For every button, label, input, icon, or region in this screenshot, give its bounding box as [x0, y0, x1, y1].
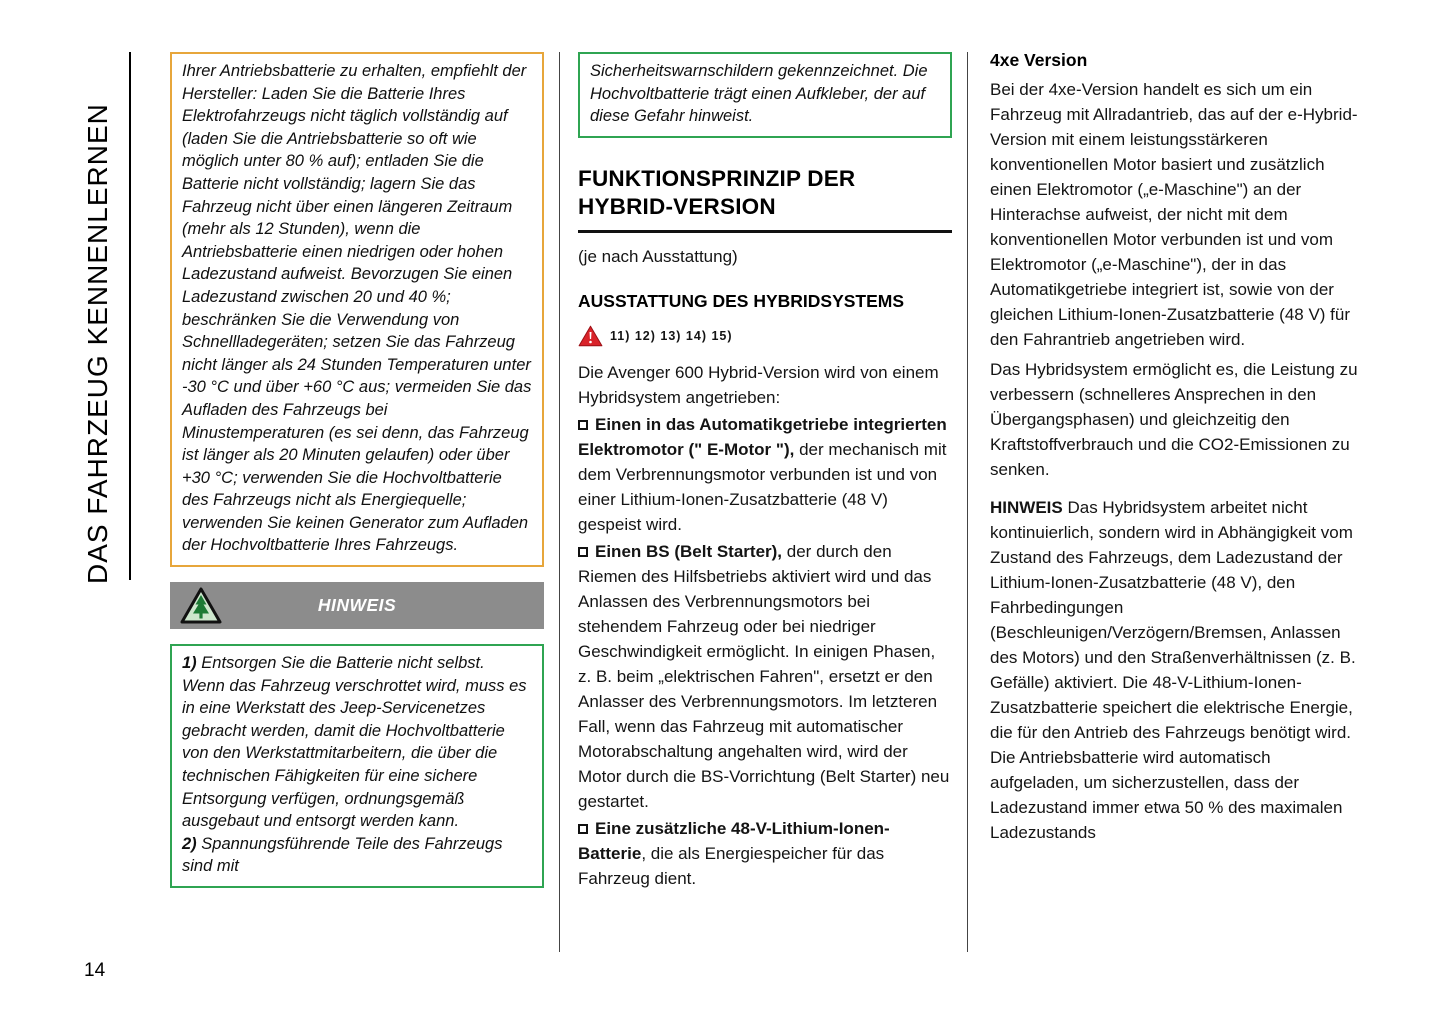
subsection-heading: AUSSTATTUNG DES HYBRIDSYSTEMS	[578, 290, 905, 311]
hinweis-paragraph-lead: HINWEIS	[990, 498, 1063, 517]
footnote-references-row	[578, 324, 952, 349]
column-3	[990, 48, 1364, 845]
footnote-references-text: 11) 12) 13) 14) 15)	[610, 328, 733, 343]
bullet-48v-battery-lead: Eine zusätzliche 48-V-Lithium-Ionen-Batterie	[578, 818, 890, 863]
hinweis-paragraph-rest: Das Hybridsystem arbeitet nicht kontinuierlich, sondern wird in Abhängigkeit vom Zustand des Fahrzeugs, dem Ladezustand der Lithium-Ionen-Zusatzbatterie (48 V), den Fahrbedingungen (Beschleunigen/Verzögern/Bremsen, Anlassen des Motors) und den Straßenverhältnissen (z. B. Gefälle) aktiviert. Die 48-V-Lithium-Ionen-Zusatzbatterie speichert die elektrische Energie, die für den Antrieb des Fahrzeugs benötigt wird. Die Antriebsbatterie wird automatisch aufgeladen, um sicherzustellen, dass der Ladezustand immer etwa 50 % des maximalen Ladezustands	[990, 498, 1356, 842]
hinweis-paragraph	[990, 495, 1364, 845]
warning-triangle-icon	[578, 325, 603, 347]
fourxe-version-paragraph: Bei der 4xe-Version handelt es sich um ein Fahrzeug mit Allradantrieb, das auf der e-Hybrid-Version mit einem leistungsstärkeren konventionellen Motor basiert und zusätzlich einen Elektromotor („e-Maschine") an der Hinterachse aufweist, der nicht mit dem konventionellen Motor verbunden ist und vom Elektromotor („e-Maschine"), der in das Automatikgetriebe integriert ist, sowie von der gleichen Lithium-Ionen-Zusatzbatterie (48 V) für den Fahrantrieb angetrieben wird.	[990, 80, 1358, 349]
bullet-item-emotor	[578, 412, 952, 537]
footnote-1	[182, 652, 532, 833]
footnote-1-text: Entsorgen Sie die Batterie nicht selbst. Wenn das Fahrzeug verschrottet wird, muss es in eine Werkstatt des Jeep-Servicenetzes gebracht werden, damit die Hochvoltbatterie von den Werkstattmitarbeitern, die über die technischen Fähigkeiten für eine sichere Entsorgung verfügen, ordnungsgemäß ausgebaut und entsorgt werden kann.	[182, 654, 527, 831]
square-bullet-icon	[578, 420, 588, 430]
bullet-48v-battery-rest: , die als Energiespeicher für das Fahrzeug dient.	[578, 843, 885, 888]
column-divider-1	[559, 52, 560, 952]
battery-care-warning-text: Ihrer Antriebsbatterie zu erhalten, empfiehlt der Hersteller: Laden Sie die Batterie Ihres Elektrofahrzeugs nicht täglich vollständig auf (laden Sie die Antriebsbatterie so oft wie möglich unter 80 % auf); entladen Sie die Batterie nicht vollständig; lagern Sie das Fahrzeug nicht über einen längeren Zeitraum (mehr als 12 Stunden), wenn die Antriebsbatterie einen niedrigen oder hohen Ladezustand aufweist. Bevorzugen Sie einen Ladezustand zwischen 20 und 40 %; beschränken Sie die Verwendung von Schnellladegeräten; setzen Sie das Fahrzeug nicht länger als 24 Stunden Temperaturen unter -30 °C und über +60 °C aus; vermeiden Sie das Aufladen des Fahrzeugs bei Minustemperaturen (es sei denn, das Fahrzeug ist länger als 20 Minuten gelaufen) oder über +30 °C; verwenden Sie die Hochvoltbatterie des Fahrzeugs nicht als Energiequelle; verwenden Sie keinen Generator zum Aufladen der Hochvoltbatterie Ihres Fahrzeugs.	[182, 62, 532, 555]
safety-label-note-box	[578, 52, 952, 138]
hinweis-banner	[170, 582, 544, 629]
bullet-item-belt-starter	[578, 539, 952, 814]
safety-label-note-text: Sicherheitswarnschildern gekennzeichnet. Die Hochvoltbatterie trägt einen Aufkleber, der auf diese Gefahr hinweist.	[590, 62, 928, 126]
hybrid-system-intro: Die Avenger 600 Hybrid-Version wird von einem Hybridsystem angetrieben:	[578, 362, 939, 407]
bullet-emotor-lead: Einen in das Automatikgetriebe integrierten Elektromotor (" E-Motor "),	[578, 414, 947, 459]
footnote-2-number: 2)	[182, 834, 197, 853]
environment-tree-icon	[179, 586, 223, 625]
fourxe-version-heading: 4xe Version	[990, 50, 1088, 70]
section-heading: FUNKTIONSPRINZIP DER HYBRID-VERSION	[578, 165, 856, 219]
column-2	[578, 48, 952, 891]
page-number: 14	[84, 960, 106, 981]
footnote-2	[182, 833, 532, 878]
square-bullet-icon	[578, 824, 588, 834]
bullet-item-48v-battery	[578, 816, 952, 891]
hinweis-banner-label: HINWEIS	[317, 595, 397, 616]
bullet-belt-starter-rest: der durch den Riemen des Hilfsbetriebs aktiviert wird und das Anlassen des Verbrennungsmotors bei stehendem Fahrzeug oder bei niedriger Geschwindigkeit ermöglicht. In einigen Phasen, z. B. beim „elektrischen Fahren", ersetzt er den Anlasser des Verbrennungsmotors. Im letzteren Fall, wenn das Fahrzeug mit automatischer Motorabschaltung angehalten wird, wird der Motor durch die BS-Vorrichtung (Belt Starter) neu gestartet.	[578, 541, 950, 811]
bullet-belt-starter-lead: Einen BS (Belt Starter),	[595, 541, 783, 561]
hybrid-benefits-paragraph: Das Hybridsystem ermöglicht es, die Leistung zu verbessern (schnelleres Ansprechen in den Übergangsphasen) und gleichzeitig den Kraftstoffverbrauch und die CO2-Emissionen zu senken.	[990, 360, 1358, 479]
equipment-dependency-note: (je nach Ausstattung)	[578, 246, 738, 266]
footnote-2-text: Spannungsführende Teile des Fahrzeugs sind mit	[182, 834, 503, 876]
battery-care-warning-box	[170, 52, 544, 567]
section-heading-rule	[578, 230, 952, 233]
footnotes-box	[170, 644, 544, 888]
column-1	[170, 48, 544, 888]
bullet-emotor-rest: der mechanisch mit dem Verbrennungsmotor verbunden ist und von einer Lithium-Ionen-Zusatzbatterie (48 V) gespeist wird.	[578, 439, 947, 534]
square-bullet-icon	[578, 547, 588, 557]
chapter-title-vertical: DAS FAHRZEUG KENNENLERNEN	[82, 103, 113, 584]
column-divider-2	[967, 52, 968, 952]
chapter-title-rule	[129, 52, 131, 580]
footnote-1-number: 1)	[182, 654, 197, 673]
